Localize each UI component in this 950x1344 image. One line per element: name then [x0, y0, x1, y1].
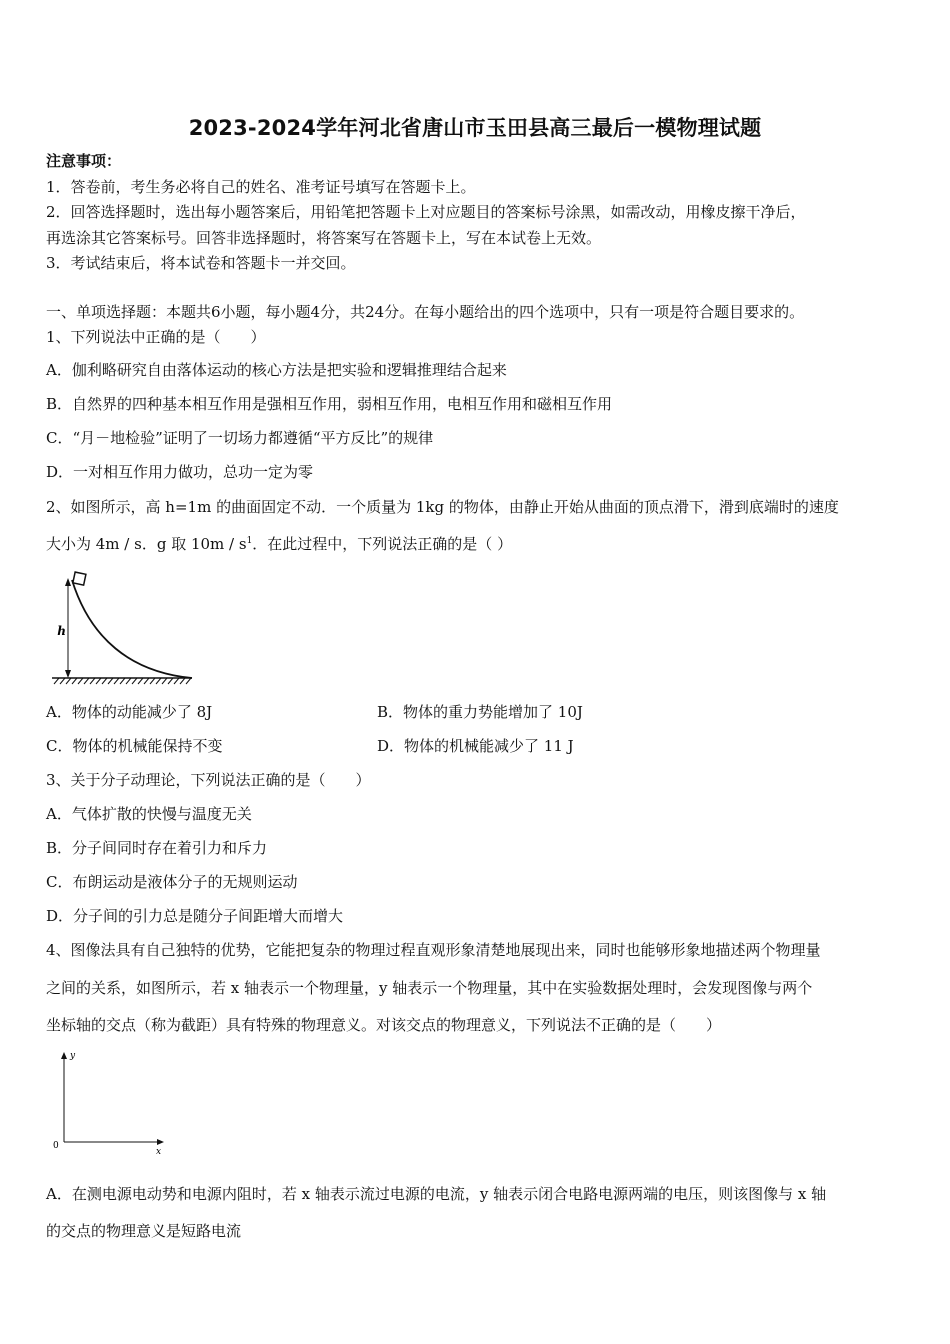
- curved-slope-figure: [50, 568, 200, 686]
- x-axis-label: x: [156, 1147, 162, 1157]
- curve-surface: [72, 580, 192, 678]
- question-4-stem-line3: 坐标轴的交点（称为截距）具有特殊的物理意义。对该交点的物理意义，下列说法不正确的是（ ）: [46, 1016, 722, 1034]
- ground-hatch: [54, 678, 191, 684]
- question-1-stem: 1、下列说法中正确的是（ ）: [46, 328, 266, 346]
- height-label: h: [57, 624, 66, 638]
- block: [73, 572, 86, 585]
- notice-item: 再选涂其它答案标号。回答非选择题时，将答案写在答题卡上，写在本试卷上无效。: [46, 229, 602, 247]
- x-axis-arrow: [157, 1139, 164, 1145]
- superscript: 1: [246, 536, 253, 546]
- question-1-option-a: A．伽利略研究自由落体运动的核心方法是把实验和逻辑推理结合起来: [46, 361, 507, 379]
- question-2-stem-line2: [46, 534, 512, 554]
- question-3-option-c: C．布朗运动是液体分子的无规则运动: [46, 873, 298, 891]
- question-4-stem-line1: 4、图像法具有自己独特的优势，它能把复杂的物理过程直观形象清楚地展现出来，同时也能够形象地描述两个物理量: [46, 941, 821, 959]
- y-axis-label: y: [70, 1051, 76, 1061]
- page-title: 2023-2024学年河北省唐山市玉田县高三最后一模物理试题: [188, 116, 762, 140]
- question-2-option-a: A．物体的动能减少了 8J: [46, 703, 213, 721]
- notice-item: 3．考试结束后，将本试卷和答题卡一并交回。: [46, 254, 356, 272]
- notice-item: 2．回答选择题时，选出每小题答案后，用铅笔把答题卡上对应题目的答案标号涂黑，如需改动，用橡皮擦干净后，: [46, 203, 806, 221]
- question-2-option-b: B．物体的重力势能增加了 10J: [377, 703, 583, 721]
- notice-item: 1．答卷前，考生务必将自己的姓名、准考证号填写在答题卡上。: [46, 178, 476, 196]
- question-2-option-d: D．物体的机械能减少了 11 J: [377, 737, 574, 755]
- question-3-option-d: D．分子间的引力总是随分子间距增大而增大: [46, 907, 344, 925]
- axes-figure: [48, 1048, 178, 1158]
- question-3-stem: 3、关于分子动理论，下列说法正确的是（ ）: [46, 771, 371, 789]
- question-2-stem-line1: 2、如图所示，高 h=1m 的曲面固定不动．一个质量为 1kg 的物体，由静止开始从曲面的顶点滑下，滑到底端时的速度: [46, 498, 839, 516]
- notice-heading: 注意事项：: [46, 152, 122, 170]
- question-4-stem-line2: 之间的关系，如图所示，若 x 轴表示一个物理量，y 轴表示一个物理量，其中在实验数据处理时，会发现图像与两个: [46, 979, 813, 997]
- origin-label: 0: [53, 1141, 59, 1151]
- arrow-head-up: [65, 578, 71, 586]
- question-2-stem-text: 大小为 4m / s．g 取 10m / s: [46, 535, 247, 553]
- question-2-option-c: C．物体的机械能保持不变: [46, 737, 223, 755]
- y-axis-arrow: [61, 1052, 67, 1059]
- question-3-option-b: B．分子间同时存在着引力和斥力: [46, 839, 268, 857]
- question-1-option-b: B．自然界的四种基本相互作用是强相互作用，弱相互作用，电相互作用和磁相互作用: [46, 395, 613, 413]
- question-4-option-a-line1: A．在测电源电动势和电源内阻时，若 x 轴表示流过电源的电流，y 轴表示闭合电路电源两端的电压，则该图像与 x 轴: [46, 1185, 827, 1203]
- question-2-stem-text: ．在此过程中，下列说法正确的是（ ）: [252, 535, 513, 553]
- question-1-option-c: C．“月－地检验”证明了一切场力都遵循“平方反比”的规律: [46, 429, 434, 447]
- question-1-option-d: D．一对相互作用力做功，总功一定为零: [46, 463, 314, 481]
- question-3-option-a: A．气体扩散的快慢与温度无关: [46, 805, 252, 823]
- section-heading: 一、单项选择题：本题共6小题，每小题4分，共24分。在每小题给出的四个选项中，只有一项是符合题目要求的。: [46, 303, 805, 321]
- question-4-option-a-line2: 的交点的物理意义是短路电流: [46, 1222, 242, 1240]
- arrow-head-down: [65, 670, 71, 678]
